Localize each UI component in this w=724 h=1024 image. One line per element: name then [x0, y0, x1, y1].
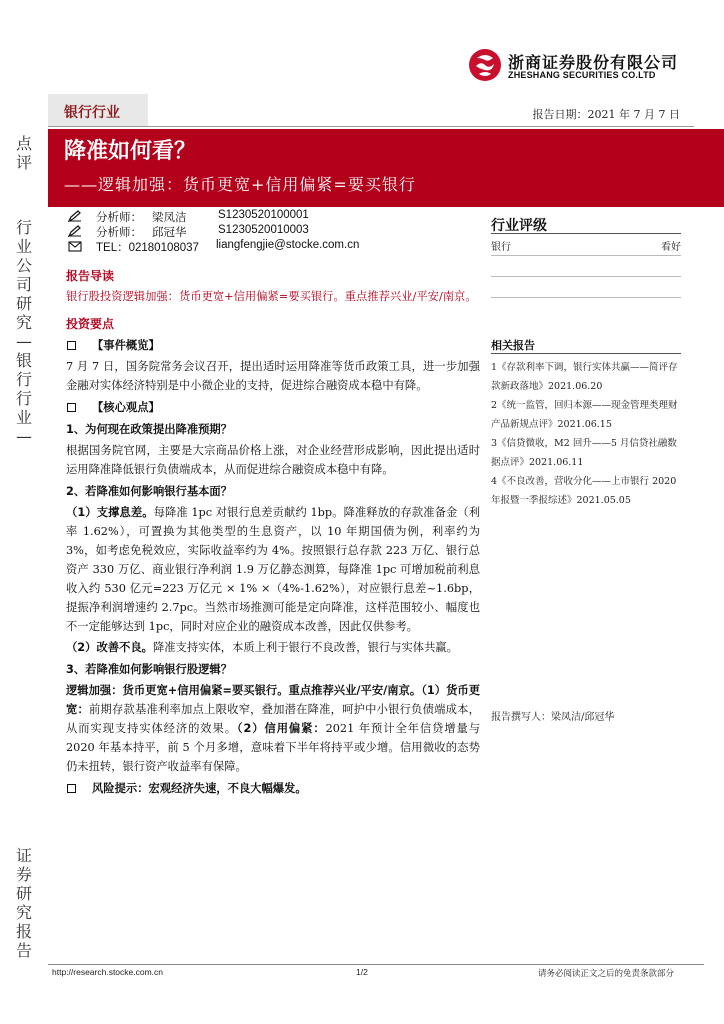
side-char: 行	[15, 370, 32, 389]
question-1: 1、为何现在政策提出降准预期？	[66, 423, 233, 436]
core-bullet	[66, 397, 480, 419]
answer-2-text: 每降准 1pc 对银行息差贡献约 1bp。降准释放的存款准备金（利率 1.62%），可置换为其他类型的生息资产，以 10 年期国债为例，利率约为 3%，如考虑免税效应，实际收益率约为 4%。按照银行总存款 223 万亿、银行总资产 330 万亿、商业银行净利润 1.9 万亿静态测算，每降准 1pc 可增加税前利息收入约 530 亿元=223 万亿元 × 1% ×（4%-1.62%），对应银行息差~1.6bp，提振净利润增速约 2.7pc。当然市场推测可能是定向降准，这样范围较小、幅度也不一定能够达到 1pc，同时对应企业的融资成本改善，因此仅供参考。	[66, 506, 480, 633]
question-3: 3、若降准如何影响银行股逻辑？	[66, 663, 233, 676]
page-number: 1/2	[356, 967, 368, 977]
side-label-middle	[0, 218, 48, 446]
company-logo	[468, 48, 678, 82]
side-char: 业	[15, 237, 32, 256]
side-char: 证	[15, 846, 32, 865]
answer-3-lead2: （2）信用偏紧：	[236, 722, 326, 735]
side-label-bottom	[0, 846, 48, 960]
analyst-role: 分析师：	[96, 225, 142, 239]
related-item[interactable]: 1《存款利率下调，银行实体共赢——简评存款新政落地》2021.06.20	[491, 362, 678, 392]
related-item[interactable]: 3《信贷微收，M2 回升——5 月信贷社融数据点评》2021.06.11	[491, 438, 677, 468]
rating-row	[491, 238, 681, 253]
side-char: 司	[15, 275, 32, 294]
rating-value: 看好	[661, 242, 681, 253]
side-char: 研	[15, 884, 32, 903]
report-authors: 报告撰写人：梁凤洁/邱冠华	[491, 712, 615, 723]
event-label: 【事件概览】	[92, 339, 160, 352]
company-name-en: ZHESHANG SECURITIES CO.LTD	[508, 70, 656, 80]
guide-text: 银行股投资逻辑加强：货币更宽+信用偏紧=要买银行。重点推荐兴业/平安/南京。	[66, 290, 477, 303]
report-title: 降准如何看？	[64, 139, 197, 164]
rating-divider	[491, 233, 681, 234]
rating-title: 行业评级	[491, 218, 547, 234]
contact-tel: TEL：02180108037	[96, 242, 199, 254]
answer-2b-text: 降准支持实体，本质上利于银行不良改善，银行与实体共赢。	[152, 641, 458, 654]
related-item[interactable]: 2《统一监管，回归本源——现金管理类理财产品新规点评》2021.06.15	[491, 400, 678, 430]
side-char: 究	[15, 903, 32, 922]
analyst-row	[68, 209, 468, 225]
side-char: 究	[15, 313, 32, 332]
side-label-top	[0, 134, 48, 172]
side-char: —	[16, 427, 32, 446]
side-char: 银	[15, 351, 32, 370]
footer-disclaimer: 请务必阅读正文之后的免责条款部分	[537, 969, 674, 979]
industry-label: 银行行业	[64, 105, 120, 121]
side-char: 报	[15, 922, 32, 941]
analyst-name: 邱冠华	[152, 225, 187, 239]
side-char: 业	[15, 408, 32, 427]
rating-line	[491, 297, 681, 298]
checkbox-icon	[67, 784, 76, 793]
core-label: 【核心观点】	[92, 401, 160, 414]
company-name-cn: 浙商证券股份有限公司	[508, 53, 679, 72]
points-title: 投资要点	[66, 317, 115, 331]
contact-email[interactable]: liangfengjie@stocke.com.cn	[216, 239, 360, 251]
risk-text: 风险提示：宏观经济失速，不良大幅爆发。	[92, 782, 307, 795]
report-subtitle: ——逻辑加强：货币更宽+信用偏紧=要买银行	[64, 175, 416, 194]
pen-icon	[68, 210, 82, 222]
answer-3-text1: 前期存款基准利率加点上限收窄，叠加潜在降准，呵护中小银行负债端成本，从而实现支持实体经济的效果。	[66, 703, 480, 735]
footer-url[interactable]: http://research.stocke.com.cn	[52, 967, 164, 977]
related-list	[491, 358, 683, 510]
question-2: 2、若降准如何影响银行基本面？	[66, 485, 233, 498]
header-divider	[48, 126, 694, 127]
answer-3-text2: 2021 年预计全年信贷增量与 2020 年基本持平，前 5 个月多增，意味着下半年将持平或少增。信用微收的态势仍未扭转，银行资产收益率有保障。	[66, 722, 481, 773]
side-char: 研	[15, 294, 32, 313]
analyst-role: 分析师：	[96, 210, 142, 224]
checkbox-icon	[67, 341, 76, 350]
contact-row	[68, 239, 468, 255]
side-char: 评	[15, 153, 32, 172]
analyst-name: 梁凤洁	[152, 210, 187, 224]
rating-industry: 银行	[491, 242, 511, 253]
related-divider	[491, 353, 681, 354]
main-body	[66, 265, 480, 800]
answer-2b-lead: （2）改善不良。	[66, 641, 153, 654]
pen-icon	[68, 225, 82, 237]
answer-2	[66, 503, 480, 636]
side-char: 券	[15, 865, 32, 884]
side-char: 公	[15, 256, 32, 275]
related-item[interactable]: 4《不良改善，营收分化——上市银行 2020 年报暨一季报综述》2021.05.05	[491, 476, 677, 506]
checkbox-icon	[67, 403, 76, 412]
answer-3-lead: 逻辑加强：货币更宽+信用偏紧=要买银行。重点推荐兴业/平安/南京。（1）货币更宽：	[66, 684, 480, 716]
logo-mark-icon	[468, 48, 502, 82]
risk-bullet	[66, 778, 480, 800]
side-char: 行	[15, 218, 32, 237]
guide-title: 报告导读	[66, 269, 115, 283]
analyst-row	[68, 224, 468, 240]
event-bullet	[66, 335, 480, 357]
side-char: —	[16, 332, 32, 351]
analyst-cert: S1230520100001	[218, 209, 309, 221]
answer-1: 根据国务院官网，主要是大宗商品价格上涨，对企业经营形成影响，因此提出适时运用降准降低银行负债端成本，从而促进综合融资成本稳中有降。	[66, 444, 480, 476]
analyst-cert: S1230520010003	[218, 224, 309, 236]
side-char: 行	[15, 389, 32, 408]
answer-2b	[66, 638, 480, 657]
rating-line	[491, 255, 681, 256]
answer-3	[66, 681, 480, 776]
related-title: 相关报告	[491, 339, 535, 352]
report-date: 报告日期：2021 年 7 月 7 日	[532, 108, 680, 121]
answer-2-lead: （1）支撑息差。	[66, 506, 154, 519]
side-char: 点	[15, 134, 32, 153]
rating-line	[491, 276, 681, 277]
envelope-icon	[68, 240, 82, 252]
side-char: 告	[15, 941, 32, 960]
event-text: 7 月 7 日，国务院常务会议召开，提出适时运用降准等货币政策工具，进一步加强金融对实体经济特别是中小微企业的支持，促进综合融资成本稳中有降。	[66, 360, 480, 392]
footer-divider	[48, 964, 704, 965]
